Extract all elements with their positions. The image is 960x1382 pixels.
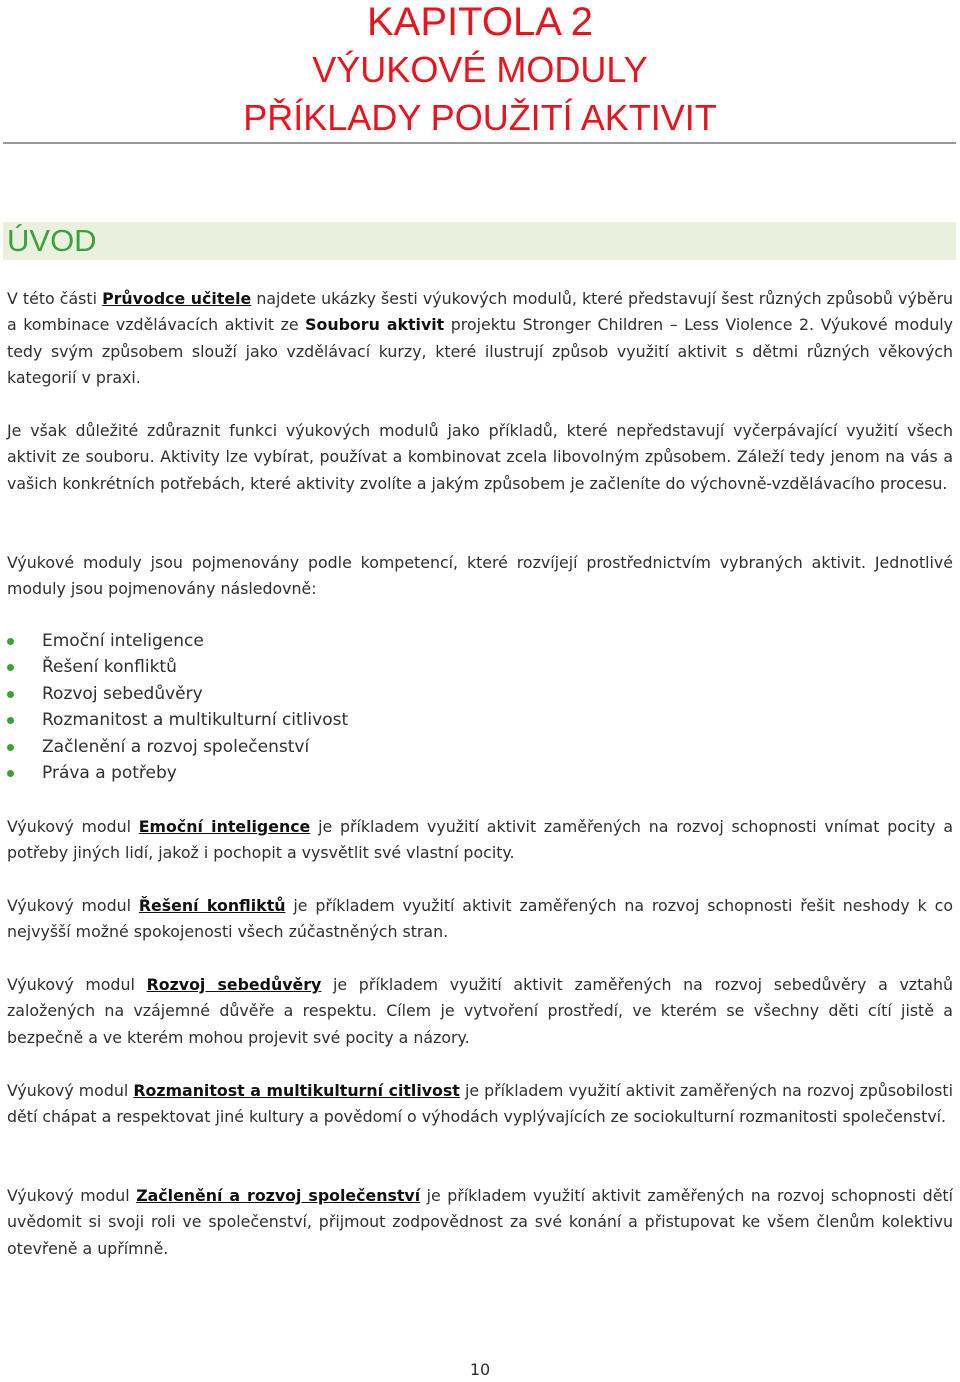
module-description-3 [7,972,953,1051]
intro-paragraph-2: Je však důležité zdůraznit funkci výukových modulů jako příkladů, které nepředstavují vyčerpávající využití všech aktivit ze souboru. Aktivity lze vybírat, používat a kombinovat zcela libovolným způsobem. Záleží tedy jenom na vás a vašich konkrétních potřebách, které aktivity zvolíte a jakým způsobem je začleníte do výchovně-vzdělávacího procesu. [7,421,953,493]
intro-paragraph-1 [7,286,953,392]
module-name: Práva a potřeby [42,763,177,784]
module-description-5 [7,1183,953,1262]
module-name: Začlenění a rozvoj společenství [42,736,310,757]
text-run: Výukový modul [7,896,139,915]
list-item [7,760,348,786]
module-description-4 [7,1078,953,1131]
list-item [7,734,348,760]
module-name-link: Začlenění a rozvoj společenství [136,1186,421,1205]
list-item [7,681,348,707]
text-run: je příkladem využití aktivit zaměřených na rozvoj způsobilosti dětí chápat a respektovat jiné kultury a povědomí o výhodách vyplývajících ze sociokulturní rozmanitosti společenství. [7,1081,953,1127]
chapter-title: VÝUKOVÉ MODULY [312,49,648,90]
bullet-icon [7,638,14,645]
text-run: V této části [7,289,103,308]
text-run: projektu Stronger Children – Less Violence 2. Výukové moduly tedy svým způsobem slouží jako vzdělávací kurzy, které ilustrují způsob využití aktivit s dětmi různých věkových kategorií v praxi. [7,315,953,388]
text-run: je příkladem využití aktivit zaměřených na rozvoj sebedůvěry a vztahů založených na vzájemné důvěře a respektu. Cílem je vytvoření prostředí, ve kterém se všechny děti cítí jistě a bezpečně a ve kterém mohou projevit své pocity a názory. [7,975,953,1047]
module-name-link: Řešení konfliktů [138,896,286,915]
bullet-icon [7,691,14,698]
bullet-icon [7,717,14,724]
bullet-icon [7,744,14,751]
header-divider [3,142,956,144]
module-name: Rozmanitost a multikulturní citlivost [42,710,349,731]
module-name: Rozvoj sebedůvěry [42,683,203,704]
module-name-link: Rozvoj sebedůvěry [146,975,322,994]
chapter-subtitle: PŘÍKLADY POUŽITÍ AKTIVIT [243,97,717,138]
module-description-2 [7,893,953,946]
text-run: je příkladem využití aktivit zaměřených na rozvoj schopnosti řešit neshody k co nejvyšší možné spokojenosti všech zúčastněných stran. [7,896,953,942]
text-run: je příkladem využití aktivit zaměřených na rozvoj schopnosti vnímat pocity a potřeby jiných lidí, jakož i pochopit a vysvětlit své vlastní pocity. [7,817,954,863]
text-run: Výukový modul [7,817,139,836]
module-name-link: Emoční inteligence [138,817,311,836]
list-item [7,628,348,654]
bullet-icon [7,770,14,777]
intro-paragraph-3: Výukové moduly jsou pojmenovány podle kompetencí, které rozvíjejí prostřednictvím vybraných aktivit. Jednotlivé moduly jsou pojmenovány následovně: [7,553,953,599]
text-run: je příkladem využití aktivit zaměřených na rozvoj schopnosti dětí uvědomit si svoji roli ve společenství, přijmout zodpovědnost za své konání a přistupovat ke všem členům kolektivu otevřeně a upřímně. [7,1186,953,1258]
section-heading-bar [3,222,956,260]
activity-set-reference: Souboru aktivit [305,315,445,335]
text-run: najdete ukázky šesti výukových modulů, které představují šest různých způsobů výběru a kombinace vzdělávacích aktivit ze [7,289,953,335]
module-description-1 [7,814,953,867]
text-run: Výukový modul [7,975,147,994]
list-item [7,707,348,733]
guide-reference: Průvodce učitele [102,289,252,308]
text-run: Výukový modul [7,1186,137,1205]
section-title: ÚVOD [7,223,97,258]
module-name: Řešení konfliktů [42,657,177,678]
bullet-icon [7,664,14,671]
module-name: Emoční inteligence [42,631,204,651]
module-list [7,628,348,786]
list-item [7,654,348,680]
module-name-link: Rozmanitost a multikulturní citlivost [133,1081,460,1100]
page-number: 10 [469,1360,491,1379]
chapter-number: KAPITOLA 2 [366,0,594,44]
text-run: Výukový modul [7,1081,134,1100]
